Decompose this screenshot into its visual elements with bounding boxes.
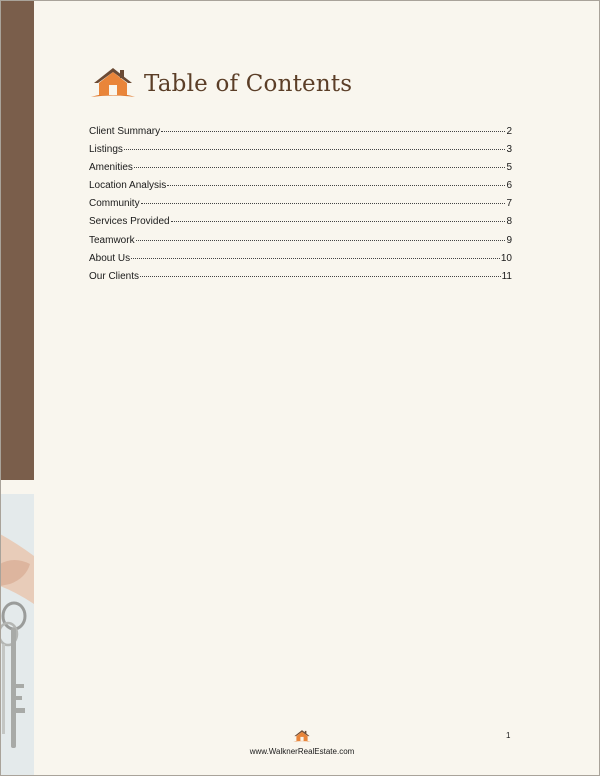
toc-entry-location-analysis[interactable] [89, 180, 512, 198]
toc-entry-page: 9 [506, 234, 512, 246]
toc-entry-label: Amenities [89, 162, 133, 174]
dot-leader [136, 240, 506, 241]
house-logo-icon [292, 729, 312, 744]
toc-entry-our-clients[interactable] [89, 271, 512, 289]
table-of-contents [89, 126, 512, 289]
footer-website-link[interactable]: www.WalknerRealEstate.com [249, 747, 355, 756]
dot-leader [134, 167, 506, 168]
toc-entry-label: Client Summary [89, 126, 161, 137]
dot-leader [131, 258, 500, 259]
sidebar-color-band [0, 0, 34, 480]
dot-leader [161, 131, 505, 132]
dot-leader [167, 185, 505, 186]
toc-entry-client-summary[interactable] [89, 126, 512, 144]
toc-entry-label: Our Clients [89, 270, 140, 282]
toc-entry-services-provided[interactable] [89, 216, 512, 234]
toc-entry-label: About Us [89, 252, 131, 264]
header [88, 64, 352, 104]
toc-entry-listings[interactable] [89, 144, 512, 162]
dot-leader [140, 276, 501, 277]
toc-entry-page: 7 [506, 198, 512, 210]
house-logo-icon [88, 66, 138, 102]
dot-leader [124, 149, 506, 150]
toc-entry-label: Teamwork [89, 234, 135, 246]
toc-entry-amenities[interactable] [89, 162, 512, 180]
dot-leader [141, 203, 506, 204]
toc-entry-label: Location Analysis [89, 180, 167, 192]
page-title: Table of Contents [144, 71, 353, 97]
toc-entry-page: 8 [506, 216, 512, 228]
dot-leader [171, 221, 506, 222]
toc-entry-page: 10 [500, 252, 512, 264]
toc-entry-page: 3 [506, 144, 512, 156]
toc-entry-community[interactable] [89, 198, 512, 216]
toc-entry-label: Listings [89, 144, 123, 156]
toc-entry-page: 11 [501, 270, 512, 282]
toc-entry-label: Services Provided [89, 216, 170, 228]
toc-entry-page: 2 [506, 126, 512, 137]
keys-photo [0, 494, 34, 776]
toc-entry-label: Community [89, 198, 140, 210]
toc-entry-about-us[interactable] [89, 253, 512, 271]
toc-entry-page: 5 [506, 162, 512, 174]
toc-entry-page: 6 [506, 180, 512, 192]
page-number: 1 [506, 731, 511, 740]
toc-entry-teamwork[interactable] [89, 235, 512, 253]
